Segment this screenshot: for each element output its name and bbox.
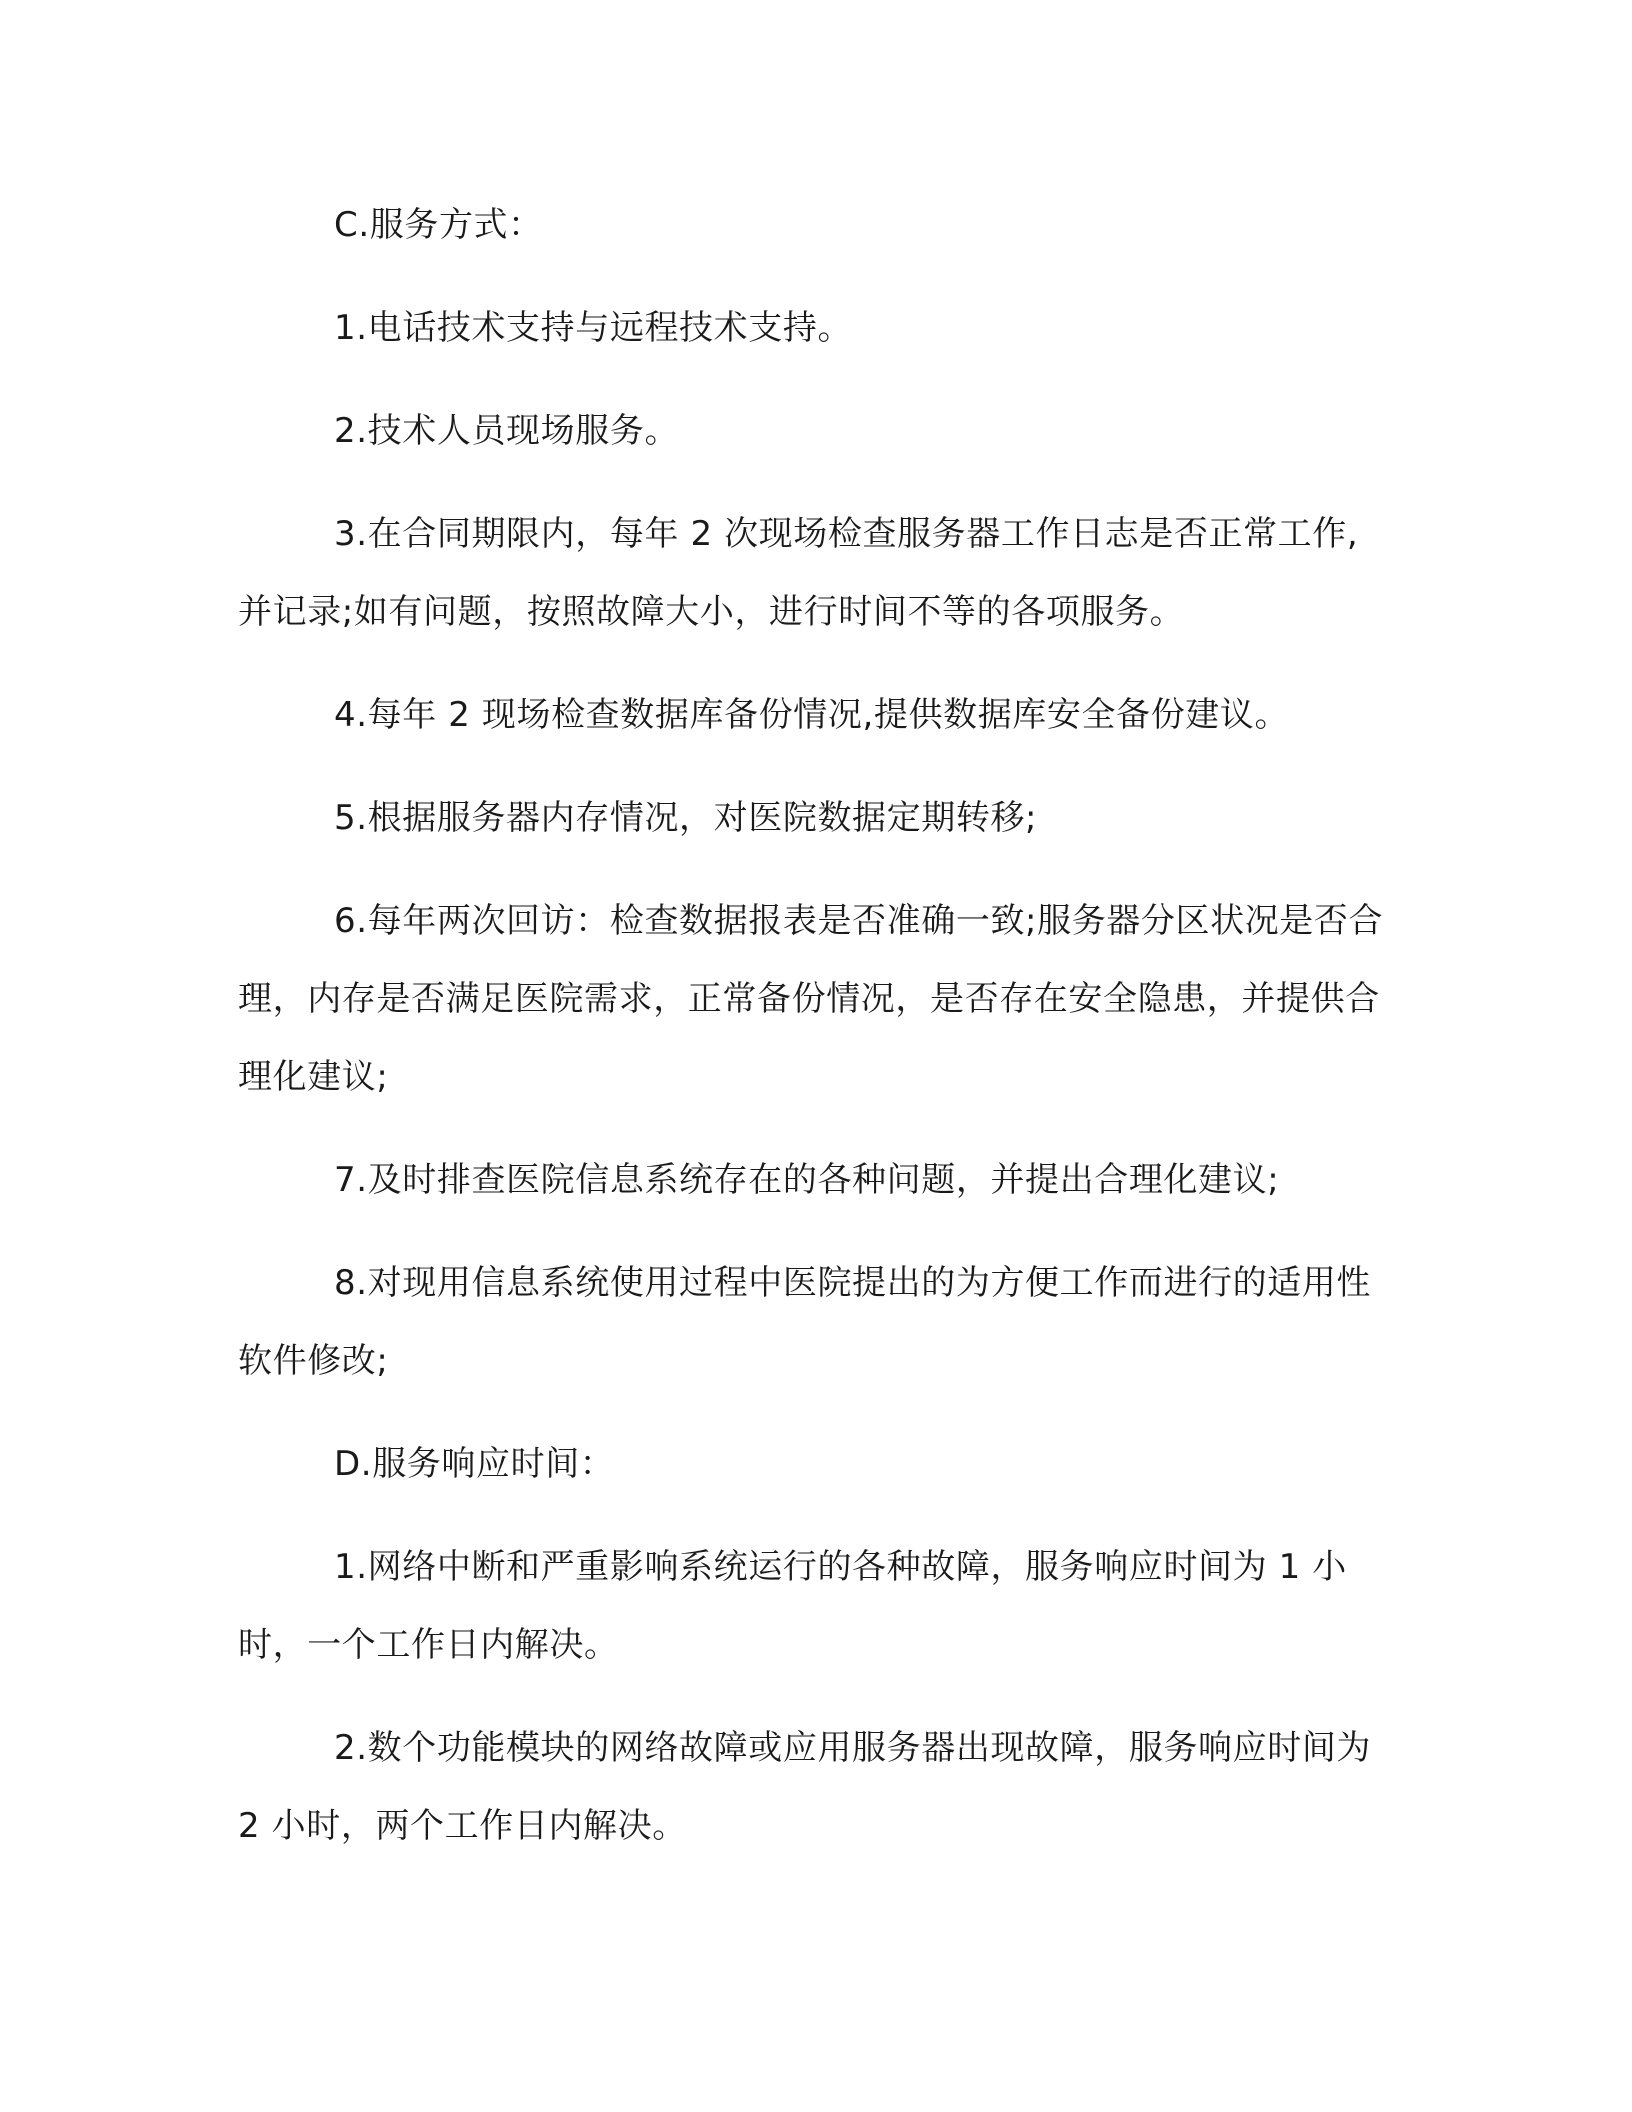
section-d-heading: D.服务响应时间： <box>334 1444 615 1484</box>
document-body <box>238 186 1386 1890</box>
service-item-4: 4.每年 2 现场检查数据库备份情况,提供数据库安全备份建议。 <box>334 695 1290 735</box>
service-item-8: 8.对现用信息系统使用过程中医院提出的为方便工作而进行的适用性软件修改; <box>238 1263 1372 1381</box>
response-item-1: 1.网络中断和严重影响系统运行的各种故障，服务响应时间为 1 小时，一个工作日内解决。 <box>238 1547 1347 1665</box>
service-item-6: 6.每年两次回访：检查数据报表是否准确一致;服务器分区状况是否合理，内存是否满足医院需求，正常备份情况，是否存在安全隐患，并提供合理化建议; <box>238 901 1384 1097</box>
section-c-heading: C.服务方式： <box>334 205 543 245</box>
service-item-3: 3.在合同期限内，每年 2 次现场检查服务器工作日志是否正常工作,并记录;如有问题，按照故障大小，进行时间不等的各项服务。 <box>238 514 1359 632</box>
service-item-1: 1.电话技术支持与远程技术支持。 <box>334 308 853 348</box>
service-item-7: 7.及时排查医院信息系统存在的各种问题，并提出合理化建议; <box>334 1160 1280 1200</box>
response-item-2: 2.数个功能模块的网络故障或应用服务器出现故障，服务响应时间为 2 小时，两个工作日内解决。 <box>238 1728 1372 1846</box>
service-item-2: 2.技术人员现场服务。 <box>334 411 680 451</box>
service-item-5: 5.根据服务器内存情况，对医院数据定期转移; <box>334 798 1038 838</box>
